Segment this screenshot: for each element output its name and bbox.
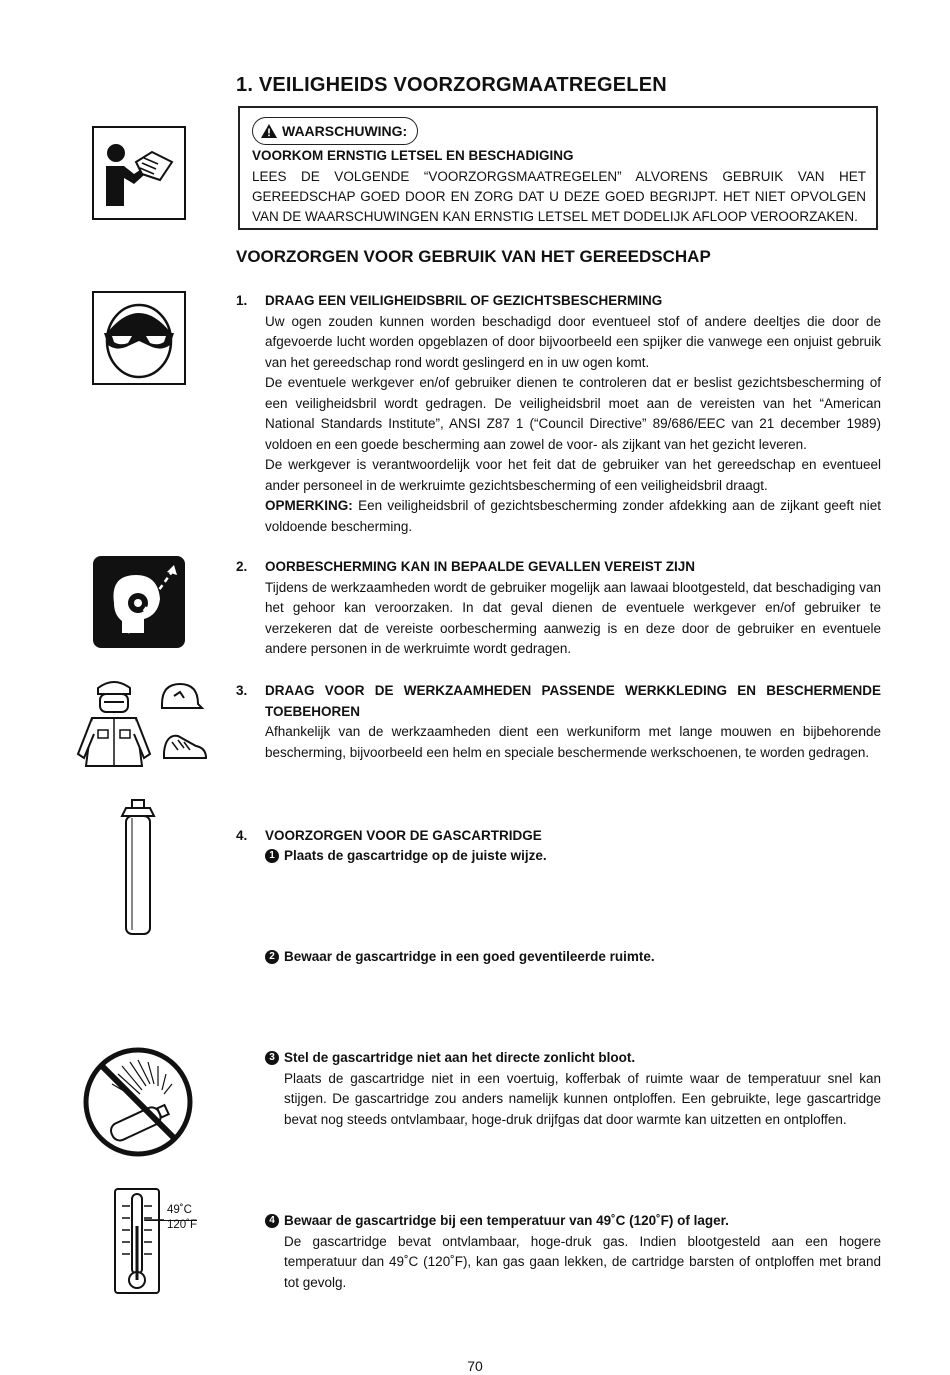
paragraph: Afhankelijk van de werkzaamheden dient een werkuniform met lange mouwen en bijbehorende bescherming, bijvoorbeeld een helm en speciale beschermende werkschoenen, te worden gedragen. xyxy=(265,724,881,760)
section-subheading: VOORZORGEN VOOR GEBRUIK VAN HET GEREEDSCHAP xyxy=(236,247,711,266)
section-title: VOORZORGEN VOOR DE GASCARTRIDGE xyxy=(265,828,542,843)
note-label: OPMERKING: xyxy=(265,498,353,513)
item-marker: 4 xyxy=(265,1214,279,1228)
warning-triangle-icon xyxy=(261,124,277,138)
read-manual-icon xyxy=(92,126,186,225)
warning-badge-label: WAARSCHUWING: xyxy=(282,123,408,139)
no-sunlight-icon xyxy=(82,1046,194,1163)
celsius-label: 49˚C xyxy=(167,1204,192,1216)
cartridge-item-title xyxy=(265,1048,881,1069)
ear-protection-icon xyxy=(92,555,186,654)
section-4 xyxy=(236,826,881,847)
warning-box xyxy=(238,106,878,230)
cartridge-item-title xyxy=(265,947,881,968)
fahrenheit-label: 120˚F xyxy=(167,1219,198,1231)
paragraph: Plaats de gascartridge niet in een voertuig, kofferbak of ruimte waar de temperatuur snel kan stijgen. De gascartridge zou anders namelijk kunnen ontploffen. Een gebruikte, lege gascartridge bevat nog steeds ontvlambaar, hoge-druk drijfgas dat door warmte kan uitzetten en ontploffen. xyxy=(284,1070,881,1127)
note-text: Een veiligheidsbril of gezichtsbescherming zonder afdekking aan de zijkant geeft niet voldoende bescherming. xyxy=(265,498,881,534)
section-3 xyxy=(236,681,881,763)
paragraph: De eventuele werkgever en/of gebruiker dienen te controleren dat er beslist gezichtsbescherming of een veiligheidsbril wordt gedragen. De veiligheidsbril moet aan de vereisten van het “American National Standards Institute”, ANSI Z87 1 (“Council Directive” 89/686/EEC van 21 december 1989) voldoen en een goede bescherming aan zowel de voor- als zijkant van het gezicht leveren. xyxy=(265,375,881,452)
section-number: 3. xyxy=(236,683,248,698)
section-title: OORBESCHERMING KAN IN BEPAALDE GEVALLEN VEREIST ZIJN xyxy=(265,559,696,574)
thermometer-label xyxy=(167,1203,197,1233)
section-title: DRAAG VOOR DE WERKZAAMHEDEN PASSENDE WERKKLEDING EN BESCHERMENDE TOEBEHOREN xyxy=(265,683,881,719)
section-2 xyxy=(236,557,881,660)
cartridge-item-title xyxy=(265,846,881,867)
section-1 xyxy=(236,291,881,537)
safety-glasses-icon xyxy=(92,291,186,390)
section-title: DRAAG EEN VEILIGHEIDSBRIL OF GEZICHTSBESCHERMING xyxy=(265,293,663,308)
warning-title: VOORKOM ERNSTIG LETSEL EN BESCHADIGING xyxy=(252,148,574,163)
item-title: Bewaar de gascartridge in een goed geventileerde ruimte. xyxy=(284,949,655,964)
section-number: 1. xyxy=(236,293,248,308)
page-number: 70 xyxy=(467,1358,483,1374)
section-number: 2. xyxy=(236,559,248,574)
paragraph: De gascartridge bevat ontvlambaar, hoge-druk gas. Indien blootgesteld aan een hogere temperatuur dan 49˚C (120˚F), kan gas gaan lekken, de cartridge barsten of ontploffen met brand tot gevolg. xyxy=(284,1233,881,1290)
note xyxy=(265,496,881,537)
paragraph: Uw ogen zouden kunnen worden beschadigd door eventueel stof of andere deeltjes die door de afgevoerde lucht worden opgeblazen of door bijvoorbeeld een spijker die vanwege een onjuist gebruik van het gereedschap rond wordt geslingerd en in uw ogen komt. xyxy=(265,313,881,370)
thermometer-icon xyxy=(112,1186,164,1303)
workwear-icon xyxy=(70,674,215,779)
warning-badge xyxy=(252,117,418,145)
cartridge-item-1 xyxy=(265,846,881,867)
section-number: 4. xyxy=(236,828,248,843)
cartridge-item-3 xyxy=(265,1048,881,1130)
cartridge-item-2 xyxy=(265,947,881,968)
item-title: Bewaar de gascartridge bij een temperatuur van 49˚C (120˚F) of lager. xyxy=(284,1213,729,1228)
page-heading: 1. VEILIGHEIDS VOORZORGMAATREGELEN xyxy=(236,74,667,96)
gas-cartridge-icon xyxy=(118,798,158,943)
paragraph: Tijdens de werkzaamheden wordt de gebruiker mogelijk aan lawaai blootgesteld, dat beschadiging van het gehoor kan veroorzaken. In dat geval dienen de eventuele werkgever en/of gebruiker te verzekeren dat de vereiste oorbescherming aanwezig is en deze door de gebruiker en eventuele andere personen in de werkruimte wordt gedragen. xyxy=(265,579,881,656)
item-title: Stel de gascartridge niet aan het directe zonlicht bloot. xyxy=(284,1050,636,1065)
item-marker: 3 xyxy=(265,1051,279,1065)
thermometer-pointer xyxy=(145,1220,197,1221)
item-marker: 2 xyxy=(265,950,279,964)
cartridge-item-title xyxy=(265,1211,881,1232)
item-title: Plaats de gascartridge op de juiste wijze. xyxy=(284,848,547,863)
warning-text: LEES DE VOLGENDE “VOORZORGSMAATREGELEN” ALVORENS GEBRUIK VAN HET GEREEDSCHAP GOED DOOR EN ZORG DAT U DEZE GOED BEGRIJPT. HET NIET OPVOLGEN VAN DE WAARSCHUWINGEN KAN ERNSTIG LETSEL MET DODELIJK AFLOOP VEROORZAKEN. xyxy=(252,169,866,224)
cartridge-item-4 xyxy=(265,1211,881,1293)
paragraph: De werkgever is verantwoordelijk voor het feit dat de gebruiker van het gereedschap en eventueel ander personeel in de werkruimte gezichtsbescherming of een veiligheidsbril draagt. xyxy=(265,457,881,493)
item-marker: 1 xyxy=(265,849,279,863)
